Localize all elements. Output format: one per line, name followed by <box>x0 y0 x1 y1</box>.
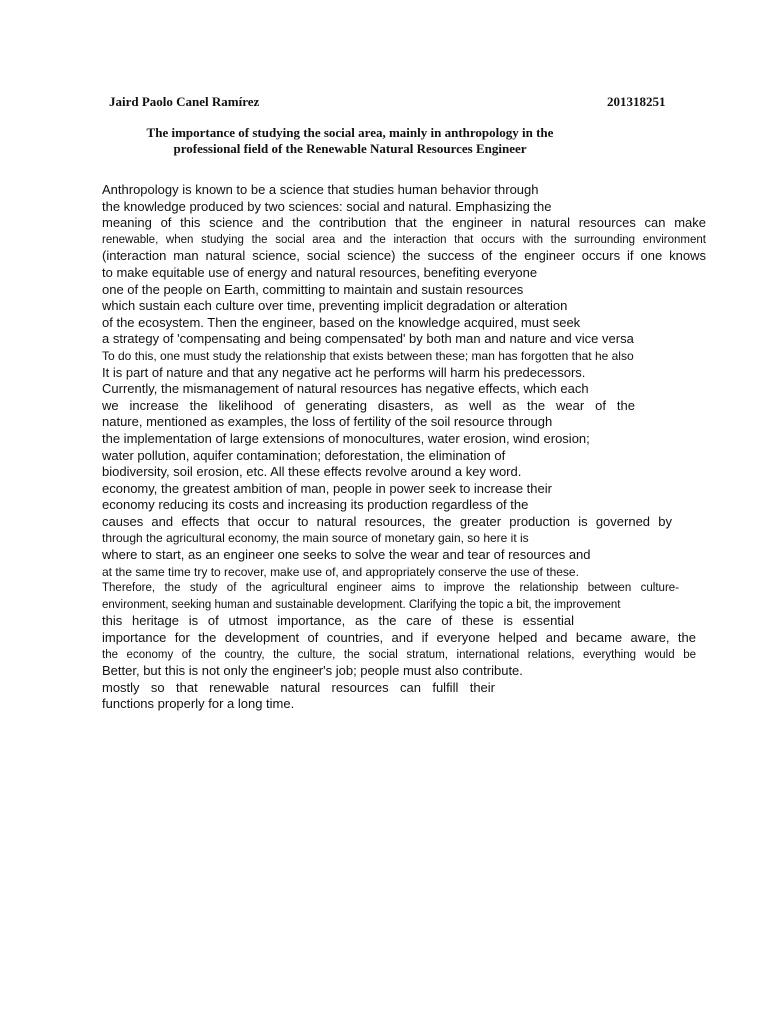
body-line: Therefore, the study of the agricultural engineer aims to improve the relationship between culture- <box>102 582 679 595</box>
body-line: the implementation of large extensions of monocultures, water erosion, wind erosion; <box>102 430 590 446</box>
body-line: mostly so that renewable natural resources can fulfill their <box>102 679 495 695</box>
body-line: economy, the greatest ambition of man, people in power seek to increase their <box>102 480 552 496</box>
body-line: a strategy of 'compensating and being compensated' by both man and nature and vice versa <box>102 331 634 347</box>
body-line: the knowledge produced by two sciences: social and natural. Emphasizing the <box>102 198 552 214</box>
student-id: 201318251 <box>607 94 666 109</box>
body-line: we increase the likelihood of generating disasters, as well as the wear of the <box>102 397 635 413</box>
body-line: renewable, when studying the social area and the interaction that occurs with the surrounding environment <box>102 233 706 246</box>
title-line: professional field of the Renewable Natural Resources Engineer <box>173 141 527 156</box>
body-line: Anthropology is known to be a science that studies human behavior through <box>102 182 539 197</box>
body-line: causes and effects that occur to natural resources, the greater production is governed by <box>102 513 672 529</box>
body-line: It is part of nature and that any negative act he performs will harm his predecessors. <box>102 364 586 380</box>
body-line: to make equitable use of energy and natural resources, benefiting everyone <box>102 264 538 280</box>
body-line: environment, seeking human and sustainable development. Clarifying the topic a bit, the improvement <box>102 598 621 611</box>
body-line: nature, mentioned as examples, the loss of fertility of the soil resource through <box>102 414 553 430</box>
body-line: Currently, the mismanagement of natural resources has negative effects, which each <box>102 381 589 397</box>
body-line: one of the people on Earth, committing to maintain and sustain resources <box>102 281 524 297</box>
body-line: biodiversity, soil erosion, etc. All these effects revolve around a key word. <box>102 464 522 480</box>
body-line: meaning of this science and the contribution that the engineer in natural resources can make <box>102 215 706 231</box>
body-line: this heritage is of utmost importance, as the care of these is essential <box>102 613 574 629</box>
body-line: economy reducing its costs and increasing its production regardless of the <box>102 497 529 513</box>
title-line: The importance of studying the social area, mainly in anthropology in the <box>146 125 554 140</box>
body-line: functions properly for a long time. <box>102 696 295 712</box>
body-line: which sustain each culture over time, preventing implicit degradation or alteration <box>102 298 568 314</box>
author-name: Jaird Paolo Canel Ramírez <box>109 94 260 109</box>
body-paragraph <box>102 182 706 713</box>
body-line: where to start, as an engineer one seeks to solve the wear and tear of resources and <box>102 547 591 563</box>
body-line: the economy of the country, the culture, the social stratum, international relations, everything would be <box>102 648 696 661</box>
body-line: through the agricultural economy, the main source of monetary gain, so here it is <box>102 531 529 546</box>
document-title <box>100 125 600 157</box>
body-line: water pollution, aquifer contamination; deforestation, the elimination of <box>102 447 506 463</box>
body-line: importance for the development of countries, and if everyone helped and became aware, the <box>102 630 696 646</box>
body-line: of the ecosystem. Then the engineer, based on the knowledge acquired, must seek <box>102 314 581 330</box>
body-line: To do this, one must study the relationship that exists between these; man has forgotten that he also <box>102 348 634 363</box>
body-line: at the same time try to recover, make use of, and appropriately conserve the use of these. <box>102 564 579 579</box>
body-line: (interaction man natural science, social science) the success of the engineer occurs if one knows <box>102 248 706 264</box>
body-line: Better, but this is not only the engineer's job; people must also contribute. <box>102 663 523 679</box>
